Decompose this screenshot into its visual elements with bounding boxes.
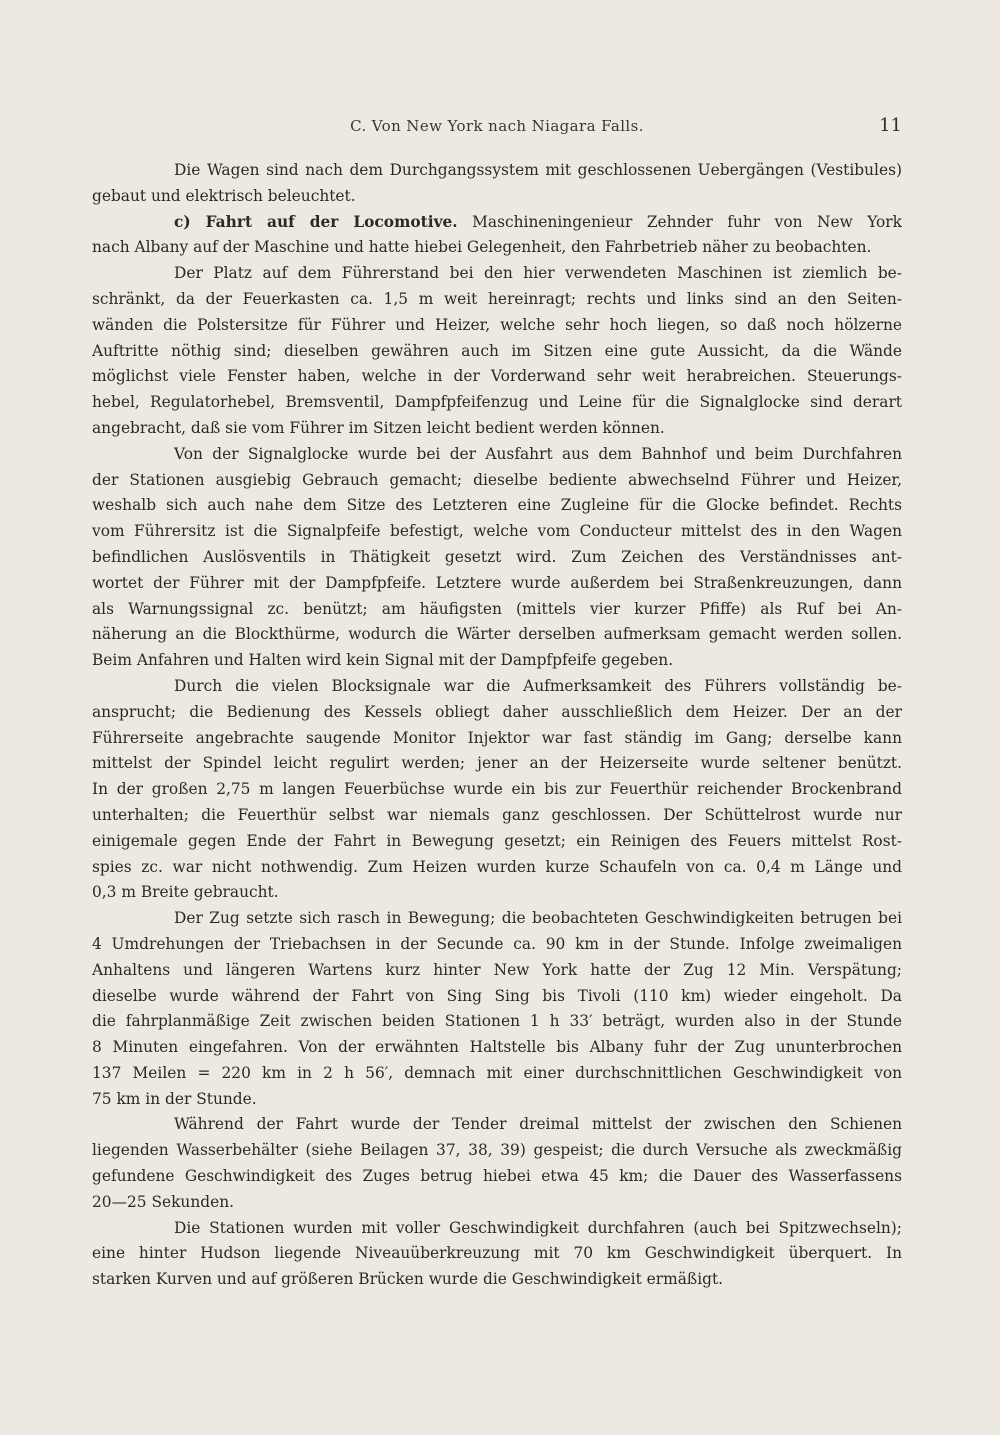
text-line (92, 468, 902, 494)
text-line (92, 158, 902, 184)
line-text: Führerseite angebrachte saugende Monitor Injektor war fast ständig im Gang; derselbe kann (92, 728, 902, 747)
line-text: 0,3 m Breite gebraucht. (92, 883, 279, 902)
line-text: als Warnungssignal zc. benützt; am häufigsten (mittels vier kurzer Pfiffe) als Ruf bei An- (92, 599, 902, 618)
text-line (92, 906, 902, 932)
text-line (92, 829, 902, 855)
line-text: die fahrplanmäßige Zeit zwischen beiden Stationen 1 h 33′ beträgt, wurden also in der Stunde (92, 1012, 902, 1031)
page-number: 11 (879, 115, 902, 136)
text-line (92, 184, 902, 210)
line-text: liegenden Wasserbehälter (siehe Beilagen 37, 38, 39) gespeist; die durch Versuche als zweckmäßig (92, 1141, 902, 1160)
line-text: Die Stationen wurden mit voller Geschwindigkeit durchfahren (auch bei Spitzwechseln); (174, 1218, 902, 1237)
text-line (92, 700, 902, 726)
line-text: gebaut und elektrisch beleuchtet. (92, 186, 356, 205)
line-text: angebracht, daß sie vom Führer im Sitzen leicht bedient werden können. (92, 418, 665, 437)
text-line (92, 442, 902, 468)
line-text: dieselbe wurde während der Fahrt von Sing Sing bis Tivoli (110 km) wieder eingeholt. Da (92, 986, 902, 1005)
line-text: weshalb sich auch nahe dem Sitze des Letzteren eine Zugleine für die Glocke befindet. Rechts (92, 496, 902, 515)
text-line (92, 416, 902, 442)
line-text: In der großen 2,75 m langen Feuerbüchse wurde ein bis zur Feuerthür reichender Brockenbrand (92, 780, 902, 799)
text-line (92, 493, 902, 519)
text-line (92, 339, 902, 365)
line-text: unterhalten; die Feuerthür selbst war niemals ganz geschlossen. Der Schüttelrost wurde nur (92, 805, 902, 824)
text-line (92, 390, 902, 416)
text-line (92, 984, 902, 1010)
text-line (92, 235, 902, 261)
text-line (92, 958, 902, 984)
text-line (92, 622, 902, 648)
running-title: C. Von New York nach Niagara Falls. (350, 117, 644, 135)
line-text: Durch die vielen Blocksignale war die Aufmerksamkeit des Führers vollständig be- (174, 676, 902, 695)
line-text: Auftritte nöthig sind; dieselben gewähren auch im Sitzen eine gute Aussicht, da die Wände (92, 341, 902, 360)
line-text: Maschineningenieur Zehnder fuhr von New York (457, 212, 902, 231)
text-line (92, 364, 902, 390)
line-text: Während der Fahrt wurde der Tender dreimal mittelst der zwischen den Schienen (174, 1115, 902, 1134)
line-text: eine hinter Hudson liegende Niveauüberkreuzung mit 70 km Geschwindigkeit überquert. In (92, 1244, 902, 1263)
text-line (92, 571, 902, 597)
line-text: 4 Umdrehungen der Triebachsen in der Secunde ca. 90 km in der Stunde. Infolge zweimaligen (92, 934, 902, 953)
line-text: näherung an die Blockthürme, wodurch die Wärter derselben aufmerksam gemacht werden sollen. (92, 625, 902, 644)
text-line (92, 648, 902, 674)
text-line (92, 880, 902, 906)
text-line (92, 261, 902, 287)
text-line (92, 674, 902, 700)
section-heading: c) Fahrt auf der Locomotive. (174, 212, 458, 231)
line-text: Anhaltens und längeren Wartens kurz hinter New York hatte der Zug 12 Min. Verspätung; (92, 960, 902, 979)
line-text: 20—25 Sekunden. (92, 1192, 235, 1211)
text-line (92, 932, 902, 958)
line-text: Beim Anfahren und Halten wird kein Signal mit der Dampfpfeife gegeben. (92, 651, 674, 670)
text-line (92, 1241, 902, 1267)
line-text: befindlichen Auslösventils in Thätigkeit gesetzt wird. Zum Zeichen des Verständnisses ant- (92, 547, 902, 566)
text-line (92, 1216, 902, 1242)
line-text: der Stationen ausgiebig Gebrauch gemacht; dieselbe bediente abwechselnd Führer und Heizer, (92, 470, 902, 489)
line-text: wortet der Führer mit der Dampfpfeife. Letztere wurde außerdem bei Straßenkreuzungen, dann (92, 573, 902, 592)
text-line (92, 777, 902, 803)
line-text: wänden die Polstersitze für Führer und Heizer, welche sehr hoch liegen, so daß noch hölzerne (92, 315, 902, 334)
text-line (92, 597, 902, 623)
line-text: starken Kurven und auf größeren Brücken wurde die Geschwindigkeit ermäßigt. (92, 1270, 724, 1289)
line-text: möglichst viele Fenster haben, welche in der Vorderwand sehr weit herabreichen. Steuerungs- (92, 367, 902, 386)
body-text (92, 158, 902, 1293)
text-line (92, 545, 902, 571)
line-text: 75 km in der Stunde. (92, 1089, 257, 1108)
page-header (92, 117, 902, 139)
line-text: nach Albany auf der Maschine und hatte hiebei Gelegenheit, den Fahrbetrieb näher zu beobachten. (92, 238, 872, 257)
text-line (92, 1112, 902, 1138)
line-text: einigemale gegen Ende der Fahrt in Bewegung gesetzt; ein Reinigen des Feuers mittelst Rost- (92, 831, 902, 850)
line-text: Von der Signalglocke wurde bei der Ausfahrt aus dem Bahnhof und beim Durchfahren (174, 444, 902, 463)
text-line (92, 1267, 902, 1293)
line-text: spies zc. war nicht nothwendig. Zum Heizen wurden kurze Schaufeln von ca. 0,4 m Länge und (92, 857, 902, 876)
text-line (92, 519, 902, 545)
line-text: 8 Minuten eingefahren. Von der erwähnten Haltstelle bis Albany fuhr der Zug ununterbrochen (92, 1038, 902, 1057)
line-text: schränkt, da der Feuerkasten ca. 1,5 m weit hereinragt; rechts und links sind an den Seiten- (92, 289, 902, 308)
text-line (92, 287, 902, 313)
text-line (92, 1190, 902, 1216)
line-text: vom Führersitz ist die Signalpfeife befestigt, welche vom Conducteur mittelst des in den Wagen (92, 522, 902, 541)
line-text: Der Zug setzte sich rasch in Bewegung; die beobachteten Geschwindigkeiten betrugen bei (174, 909, 902, 928)
text-line (92, 1061, 902, 1087)
line-text: 137 Meilen = 220 km in 2 h 56′, demnach mit einer durchschnittlichen Geschwindigkeit von (92, 1063, 902, 1082)
line-text: Der Platz auf dem Führerstand bei den hier verwendeten Maschinen ist ziemlich be- (174, 264, 902, 283)
text-line (92, 1009, 902, 1035)
line-text: Die Wagen sind nach dem Durchgangssystem mit geschlossenen Uebergängen (Vestibules) (174, 161, 902, 179)
line-text: mittelst der Spindel leicht regulirt werden; jener an der Heizerseite wurde seltener benützt. (92, 754, 902, 773)
text-line (92, 1035, 902, 1061)
line-text: gefundene Geschwindigkeit des Zuges betrug hiebei etwa 45 km; die Dauer des Wasserfassens (92, 1167, 902, 1186)
text-line (92, 313, 902, 339)
text-line (92, 751, 902, 777)
text-line (92, 855, 902, 881)
text-line (92, 803, 902, 829)
text-line (92, 726, 902, 752)
text-line (92, 1164, 902, 1190)
text-line (92, 210, 902, 236)
line-text: hebel, Regulatorhebel, Bremsventil, Dampfpfeifenzug und Leine für die Signalglocke sind derart (92, 393, 902, 412)
text-line (92, 1138, 902, 1164)
line-text: ansprucht; die Bedienung des Kessels obliegt daher ausschließlich dem Heizer. Der an der (92, 702, 902, 721)
text-line (92, 1087, 902, 1113)
